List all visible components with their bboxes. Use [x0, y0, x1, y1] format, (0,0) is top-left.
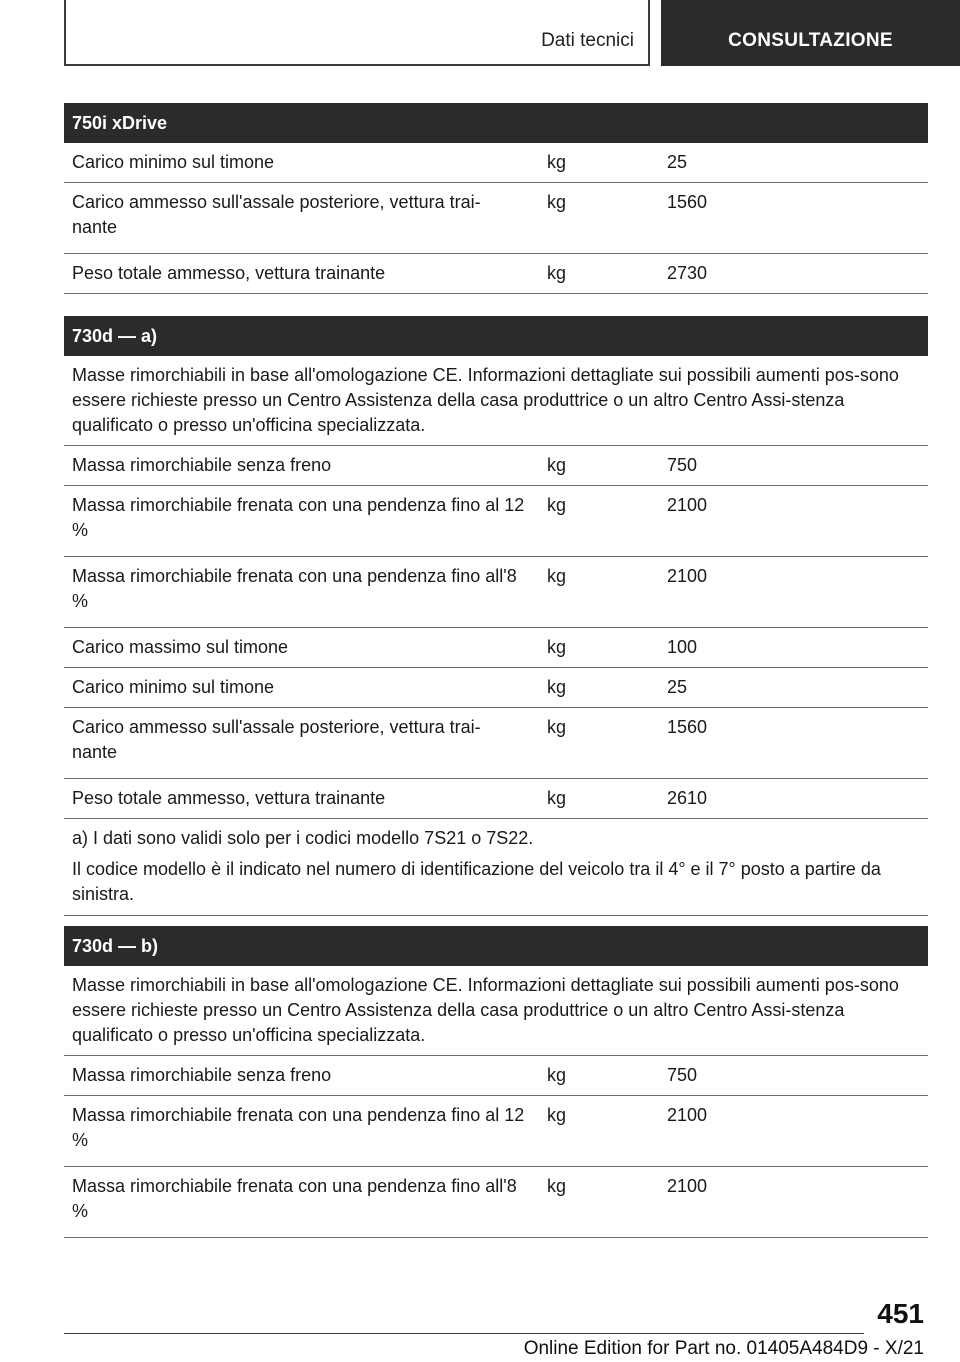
- table-row: [64, 1167, 928, 1238]
- table-row: [64, 486, 928, 557]
- row-unit: kg: [547, 263, 567, 283]
- row-unit: kg: [547, 566, 567, 586]
- row-label: Massa rimorchiabile frenata con una pendenza fino al 12 %: [72, 495, 525, 540]
- table-row: [64, 446, 928, 486]
- table-row: [64, 1096, 928, 1167]
- page-number: 451: [877, 1298, 924, 1329]
- row-label: Massa rimorchiabile frenata con una pendenza fino all'8 %: [72, 1176, 517, 1221]
- row-value: 25: [667, 152, 688, 172]
- row-value: 750: [667, 455, 698, 475]
- footer-divider: [64, 1333, 864, 1334]
- row-unit: kg: [547, 1176, 567, 1196]
- spec-table-730d-b: [64, 926, 928, 1238]
- row-value: 2610: [667, 788, 708, 808]
- row-label: Massa rimorchiabile senza freno: [72, 455, 332, 475]
- table-row: [64, 628, 928, 668]
- table-title: 750i xDrive: [64, 103, 928, 143]
- table-row: [64, 143, 928, 183]
- row-label: Massa rimorchiabile frenata con una pendenza fino al 12 %: [72, 1105, 525, 1150]
- row-label: Massa rimorchiabile senza freno: [72, 1065, 332, 1085]
- row-value: 750: [667, 1065, 698, 1085]
- row-value: 25: [667, 677, 688, 697]
- row-label: Carico ammesso sull'assale posteriore, vettura trai- nante: [72, 192, 481, 237]
- row-unit: kg: [547, 1105, 567, 1125]
- row-label: Carico minimo sul timone: [72, 677, 275, 697]
- row-unit: kg: [547, 677, 567, 697]
- row-value: 1560: [667, 192, 708, 212]
- table-title: 730d — b): [64, 926, 928, 966]
- table-row: [64, 668, 928, 708]
- row-unit: kg: [547, 192, 567, 212]
- row-value: 1560: [667, 717, 708, 737]
- row-unit: kg: [547, 637, 567, 657]
- table-row: [64, 183, 928, 254]
- spec-table-750i: [64, 103, 928, 294]
- row-value: 2100: [667, 495, 708, 515]
- chapter-label: CONSULTAZIONE: [728, 30, 893, 51]
- table-row: [64, 708, 928, 779]
- row-value: 2100: [667, 1176, 708, 1196]
- row-unit: kg: [547, 1065, 567, 1085]
- chapter-tab[interactable]: [661, 0, 960, 66]
- row-unit: kg: [547, 495, 567, 515]
- row-unit: kg: [547, 152, 567, 172]
- spec-table-730d-a: [64, 316, 928, 916]
- row-label: Peso totale ammesso, vettura trainante: [72, 788, 386, 808]
- section-title: Dati tecnici: [541, 30, 634, 51]
- header-frame: [64, 0, 650, 66]
- table-row: [64, 254, 928, 294]
- row-value: 100: [667, 637, 698, 657]
- footnote: Il codice modello è il indicato nel numero di identificazione del veicolo tra il 4° e il 7° posto a partire da sinistra.: [72, 859, 881, 904]
- table-row: [64, 779, 928, 819]
- row-label: Massa rimorchiabile frenata con una pendenza fino all'8 %: [72, 566, 517, 611]
- table-title: 730d — a): [64, 316, 928, 356]
- row-unit: kg: [547, 455, 567, 475]
- edition-note: Online Edition for Part no. 01405A484D9 - X/21: [523, 1338, 924, 1359]
- table-note: [64, 356, 928, 446]
- row-value: 2730: [667, 263, 708, 283]
- row-label: Carico minimo sul timone: [72, 152, 275, 172]
- footnote: a) I dati sono validi solo per i codici modello 7S21 o 7S22.: [72, 828, 534, 848]
- note-text: Masse rimorchiabili in base all'omologazione CE. Informazioni dettagliate sui possibili aumenti pos-sono essere richieste presso un Centro Assistenza della casa produttrice o un altro Centro Assi-stenza qualificato o presso un'officina specializzata.: [72, 975, 899, 1045]
- row-value: 2100: [667, 566, 708, 586]
- row-label: Peso totale ammesso, vettura trainante: [72, 263, 386, 283]
- row-value: 2100: [667, 1105, 708, 1125]
- note-text: Masse rimorchiabili in base all'omologazione CE. Informazioni dettagliate sui possibili aumenti pos-sono essere richieste presso un Centro Assistenza della casa produttrice o un altro Centro Assi-stenza qualificato o presso un'officina specializzata.: [72, 365, 899, 435]
- row-unit: kg: [547, 717, 567, 737]
- table-row: [64, 1056, 928, 1096]
- table-footnotes: [64, 819, 928, 916]
- table-row: [64, 557, 928, 628]
- row-unit: kg: [547, 788, 567, 808]
- row-label: Carico ammesso sull'assale posteriore, vettura trai- nante: [72, 717, 481, 762]
- table-note: [64, 966, 928, 1056]
- row-label: Carico massimo sul timone: [72, 637, 289, 657]
